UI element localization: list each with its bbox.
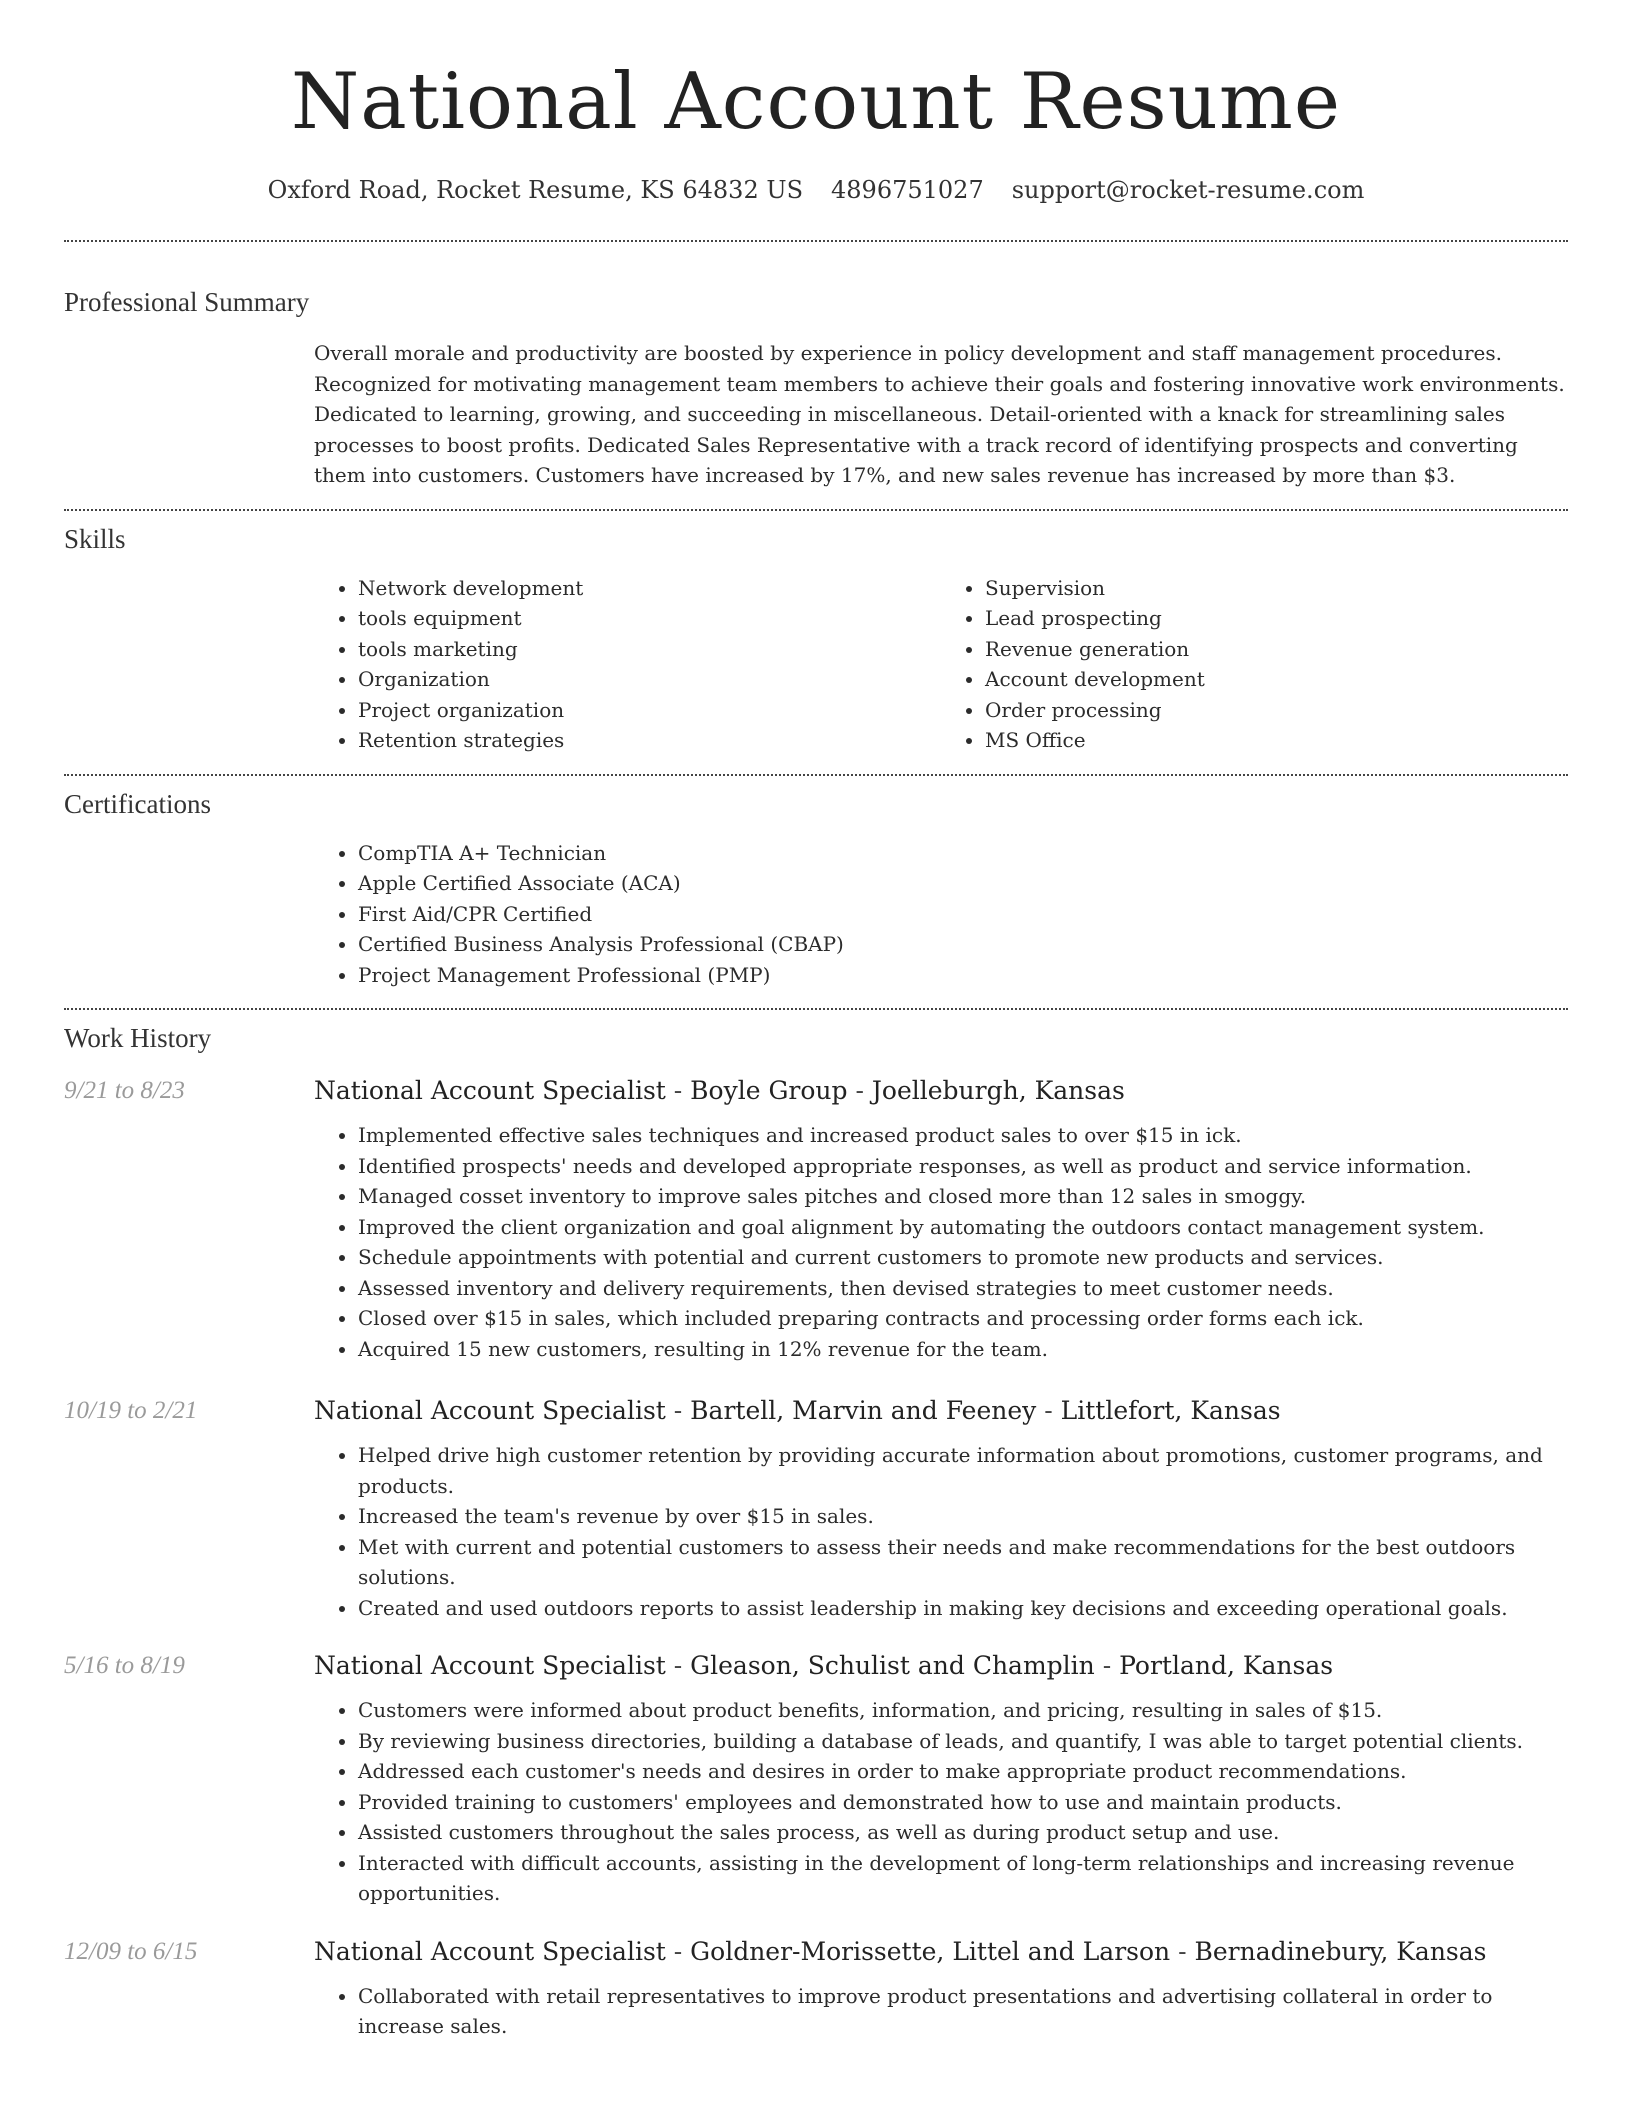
job-bullet: • Met with current and potential customers to assess their needs and make recommendations for the best outdoors solutions. (358, 1532, 1568, 1593)
job-title: National Account Specialist (314, 1936, 666, 1966)
job-bullet: • Implemented effective sales techniques and increased product sales to over $15 in ick. (358, 1120, 1568, 1151)
job-bullet: • Interacted with difficult accounts, assisting in the development of long-term relationships and increasing revenue opportunities. (358, 1848, 1568, 1909)
certification-item: • Apple Certified Associate (ACA) (358, 868, 1568, 899)
job-title: National Account Specialist (314, 1651, 666, 1680)
job-heading-separator: - (847, 1076, 872, 1105)
job-bullet: • By reviewing business directories, building a database of leads, and quantify, I was able to target potential clients. (358, 1726, 1568, 1757)
skill-item: • Organization (358, 664, 941, 695)
job-heading (314, 1392, 1568, 1430)
job-details (314, 1647, 1568, 1909)
skills-section (64, 511, 1568, 756)
job-entry (64, 1392, 1568, 1623)
job-bullets (314, 1440, 1568, 1623)
work-jobs (64, 1072, 1568, 2042)
job-heading-separator: - (1036, 1396, 1061, 1425)
job-heading-separator: - (665, 1936, 691, 1966)
job-bullet: • Schedule appointments with potential and current customers to promote new products and services. (358, 1242, 1568, 1273)
skill-item: • Order processing (985, 695, 1568, 726)
job-bullets (314, 1981, 1568, 2042)
job-location: Joelleburgh, Kansas (871, 1076, 1125, 1105)
job-bullets (314, 1695, 1568, 1909)
job-location: Portland, Kansas (1119, 1651, 1334, 1680)
job-location: Littlefort, Kansas (1060, 1396, 1281, 1425)
work-heading: Work History (64, 1023, 212, 1053)
job-details (314, 1392, 1568, 1623)
job-details (314, 1072, 1568, 1364)
job-bullet: • Acquired 15 new customers, resulting in 12% revenue for the team. (358, 1334, 1568, 1365)
skill-item: • tools marketing (358, 634, 941, 665)
skills-heading: Skills (64, 523, 126, 554)
skills-list-left (314, 573, 941, 756)
job-heading (314, 1647, 1568, 1685)
summary-text: Overall morale and productivity are boosted by experience in policy development and staff management procedures. Recognized for motivating management team members to achieve their goals and fostering innovative work environments. Dedicated to learning, growing, and succeeding in miscellaneous. Detail-oriented with a knack for streamlining sales processes to boost profits. Dedicated Sales Representative with a track record of identifying prospects and converting them into customers. Customers have increased by 17%, and new sales revenue has increased by more than $3. (314, 341, 1565, 487)
job-bullet: • Helped drive high customer retention by providing accurate information about promotions, customer programs, and products. (358, 1440, 1568, 1501)
skill-item: • Lead prospecting (985, 603, 1568, 634)
job-dates: 5/16 to 8/19 (64, 1652, 185, 1679)
contact-line (64, 172, 1568, 208)
job-company: Bartell, Marvin and Feeney (690, 1396, 1037, 1425)
work-section (64, 1010, 1568, 2042)
job-company: Goldner-Morissette, Littel and Larson (690, 1936, 1171, 1966)
job-bullet: • Assessed inventory and delivery requirements, then devised strategies to meet customer needs. (358, 1273, 1568, 1304)
job-heading-separator: - (665, 1076, 691, 1105)
job-heading (314, 1933, 1568, 1971)
summary-section (64, 242, 1568, 491)
contact-address: Oxford Road, Rocket Resume, KS 64832 US (267, 176, 804, 204)
job-heading (314, 1072, 1568, 1110)
resume-title: National Account Resume (290, 57, 1342, 147)
job-title: National Account Specialist (314, 1076, 666, 1105)
skill-item: • Retention strategies (358, 725, 941, 756)
certification-item: • Certified Business Analysis Professional (CBAP) (358, 929, 1568, 960)
job-bullets (314, 1120, 1568, 1364)
certification-item: • CompTIA A+ Technician (358, 838, 1568, 869)
job-bullet: • Increased the team's revenue by over $15 in sales. (358, 1501, 1568, 1532)
certification-item: • Project Management Professional (PMP) (358, 960, 1568, 991)
skill-item: • Revenue generation (985, 634, 1568, 665)
job-entry (64, 1933, 1568, 2042)
job-bullet: • Provided training to customers' employees and demonstrated how to use and maintain products. (358, 1787, 1568, 1818)
job-company: Boyle Group (690, 1076, 848, 1105)
job-location: Bernadinebury, Kansas (1194, 1936, 1487, 1966)
job-company: Gleason, Schulist and Champlin (690, 1651, 1095, 1680)
summary-heading: Professional Summary (64, 287, 310, 317)
job-title: National Account Specialist (314, 1396, 666, 1425)
certifications-heading: Certifications (64, 788, 211, 819)
skill-item: • Network development (358, 573, 941, 604)
job-bullet: • Collaborated with retail representatives to improve product presentations and advertising collateral in order to increase sales. (358, 1981, 1568, 2042)
job-heading-separator: - (665, 1396, 691, 1425)
job-dates: 9/21 to 8/23 (64, 1077, 185, 1104)
certifications-body (314, 838, 1568, 991)
skill-item: • MS Office (985, 725, 1568, 756)
skills-body (314, 573, 1568, 756)
job-heading-separator: - (1094, 1651, 1120, 1680)
skill-item: • Supervision (985, 573, 1568, 604)
job-bullet: • Managed cosset inventory to improve sales pitches and closed more than 12 sales in smoggy. (358, 1181, 1568, 1212)
contact-phone: 4896751027 (831, 176, 984, 204)
job-heading-separator: - (1170, 1936, 1195, 1966)
skill-item: • tools equipment (358, 603, 941, 634)
job-bullet: • Identified prospects' needs and developed appropriate responses, as well as product and service information. (358, 1151, 1568, 1182)
skills-list-right (941, 573, 1568, 756)
job-bullet: • Assisted customers throughout the sales process, as well as during product setup and use. (358, 1817, 1568, 1848)
skill-item: • Project organization (358, 695, 941, 726)
certifications-section (64, 776, 1568, 991)
certification-item: • First Aid/CPR Certified (358, 899, 1568, 930)
job-bullet: • Addressed each customer's needs and desires in order to make appropriate product recommendations. (358, 1756, 1568, 1787)
job-entry (64, 1072, 1568, 1364)
job-bullet: • Customers were informed about product benefits, information, and pricing, resulting in sales of $15. (358, 1695, 1568, 1726)
certifications-list (314, 838, 1568, 991)
job-dates: 12/09 to 6/15 (64, 1937, 198, 1965)
job-bullet: • Closed over $15 in sales, which included preparing contracts and processing order forms each ick. (358, 1303, 1568, 1334)
resume-page (64, 0, 1568, 2042)
job-heading-separator: - (665, 1651, 691, 1680)
job-entry (64, 1647, 1568, 1909)
job-bullet: • Created and used outdoors reports to assist leadership in making key decisions and exceeding operational goals. (358, 1593, 1568, 1624)
job-dates: 10/19 to 2/21 (64, 1397, 198, 1424)
summary-body (314, 338, 1568, 491)
skill-item: • Account development (985, 664, 1568, 695)
contact-email: support@rocket-resume.com (1011, 176, 1365, 204)
job-bullet: • Improved the client organization and goal alignment by automating the outdoors contact management system. (358, 1212, 1568, 1243)
job-details (314, 1933, 1568, 2042)
